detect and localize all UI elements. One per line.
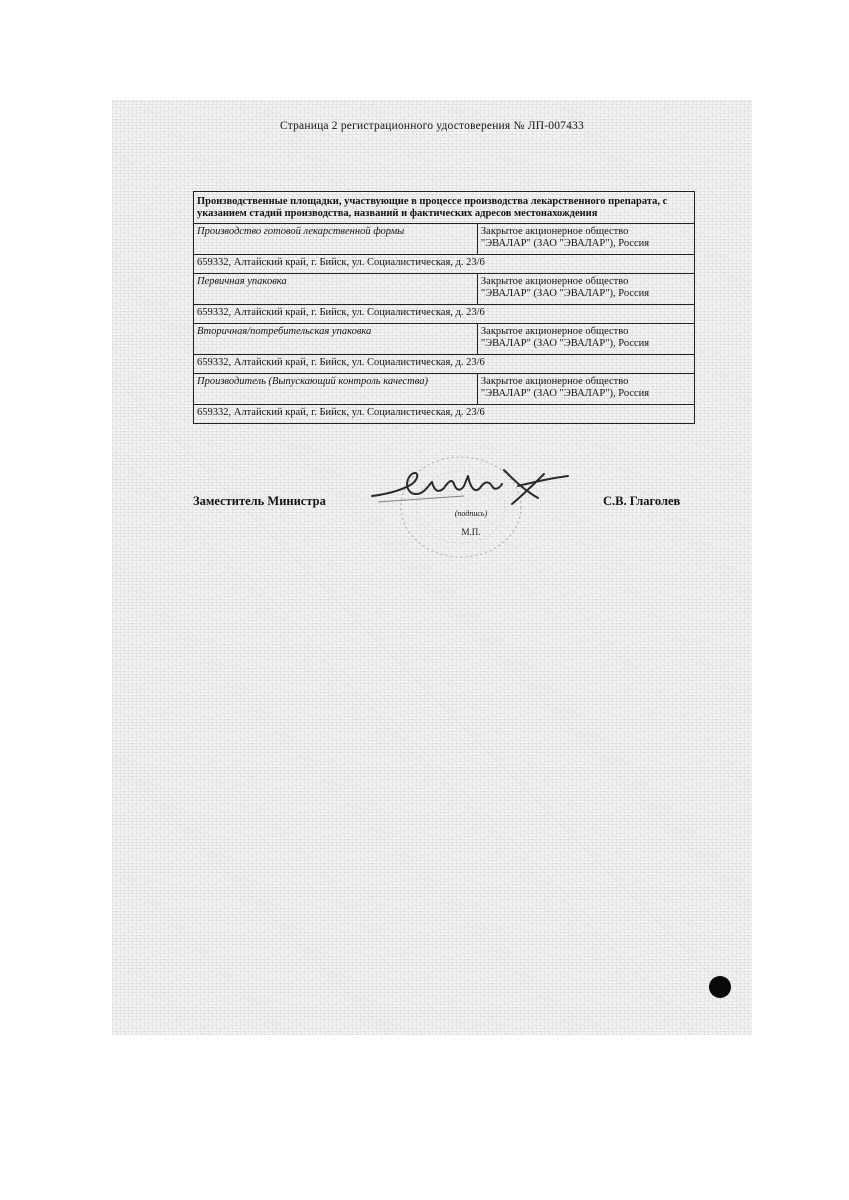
table-row [194, 305, 695, 324]
table-row [194, 374, 695, 405]
production-stage: Вторичная/потребительская упаковка [194, 324, 478, 355]
company-name-line: Закрытое акционерное общество [480, 276, 629, 287]
company-name [477, 274, 694, 305]
company-name-line: Закрытое акционерное общество [480, 326, 629, 337]
seal-label: М.П. [461, 527, 481, 537]
company-name-line: "ЭВАЛАР" (ЗАО "ЭВАЛАР"), Россия [480, 338, 650, 349]
site-address: 659332, Алтайский край, г. Бийск, ул. Социалистическая, д. 23/6 [194, 355, 695, 374]
signatory-title: Заместитель Министра [193, 494, 326, 508]
page-header: Страница 2 регистрационного удостоверения № ЛП-007433 [280, 120, 584, 132]
manufacturing-sites-table [193, 191, 695, 424]
company-name-line: "ЭВАЛАР" (ЗАО "ЭВАЛАР"), Россия [480, 388, 650, 399]
table-row [194, 405, 695, 424]
table-heading-row [194, 192, 695, 224]
table-heading: Производственные площадки, участвующие в процессе производства лекарственного препарата, с указанием стадий производства, названий и фактических адресов местонахождения [194, 192, 695, 224]
company-name-line: "ЭВАЛАР" (ЗАО "ЭВАЛАР"), Россия [480, 238, 650, 249]
production-stage: Первичная упаковка [194, 274, 478, 305]
hole-punch-mark [709, 976, 731, 998]
table-row [194, 274, 695, 305]
site-address: 659332, Алтайский край, г. Бийск, ул. Социалистическая, д. 23/6 [194, 305, 695, 324]
company-name-line: Закрытое акционерное общество [480, 376, 629, 387]
company-name [477, 374, 694, 405]
company-name-line: Закрытое акционерное общество [480, 226, 629, 237]
handwritten-signature-icon [368, 460, 573, 516]
table-row [194, 224, 695, 255]
signature-caption: (подпись) [454, 509, 488, 518]
company-name-line: "ЭВАЛАР" (ЗАО "ЭВАЛАР"), Россия [480, 288, 650, 299]
table-row [194, 355, 695, 374]
signatory-name: С.В. Глаголев [603, 494, 681, 508]
site-address: 659332, Алтайский край, г. Бийск, ул. Социалистическая, д. 23/6 [194, 255, 695, 274]
table-row [194, 324, 695, 355]
table-row [194, 255, 695, 274]
company-name [477, 224, 694, 255]
site-address: 659332, Алтайский край, г. Бийск, ул. Социалистическая, д. 23/6 [194, 405, 695, 424]
production-stage: Производитель (Выпускающий контроль качества) [194, 374, 478, 405]
company-name [477, 324, 694, 355]
production-stage: Производство готовой лекарственной формы [194, 224, 478, 255]
